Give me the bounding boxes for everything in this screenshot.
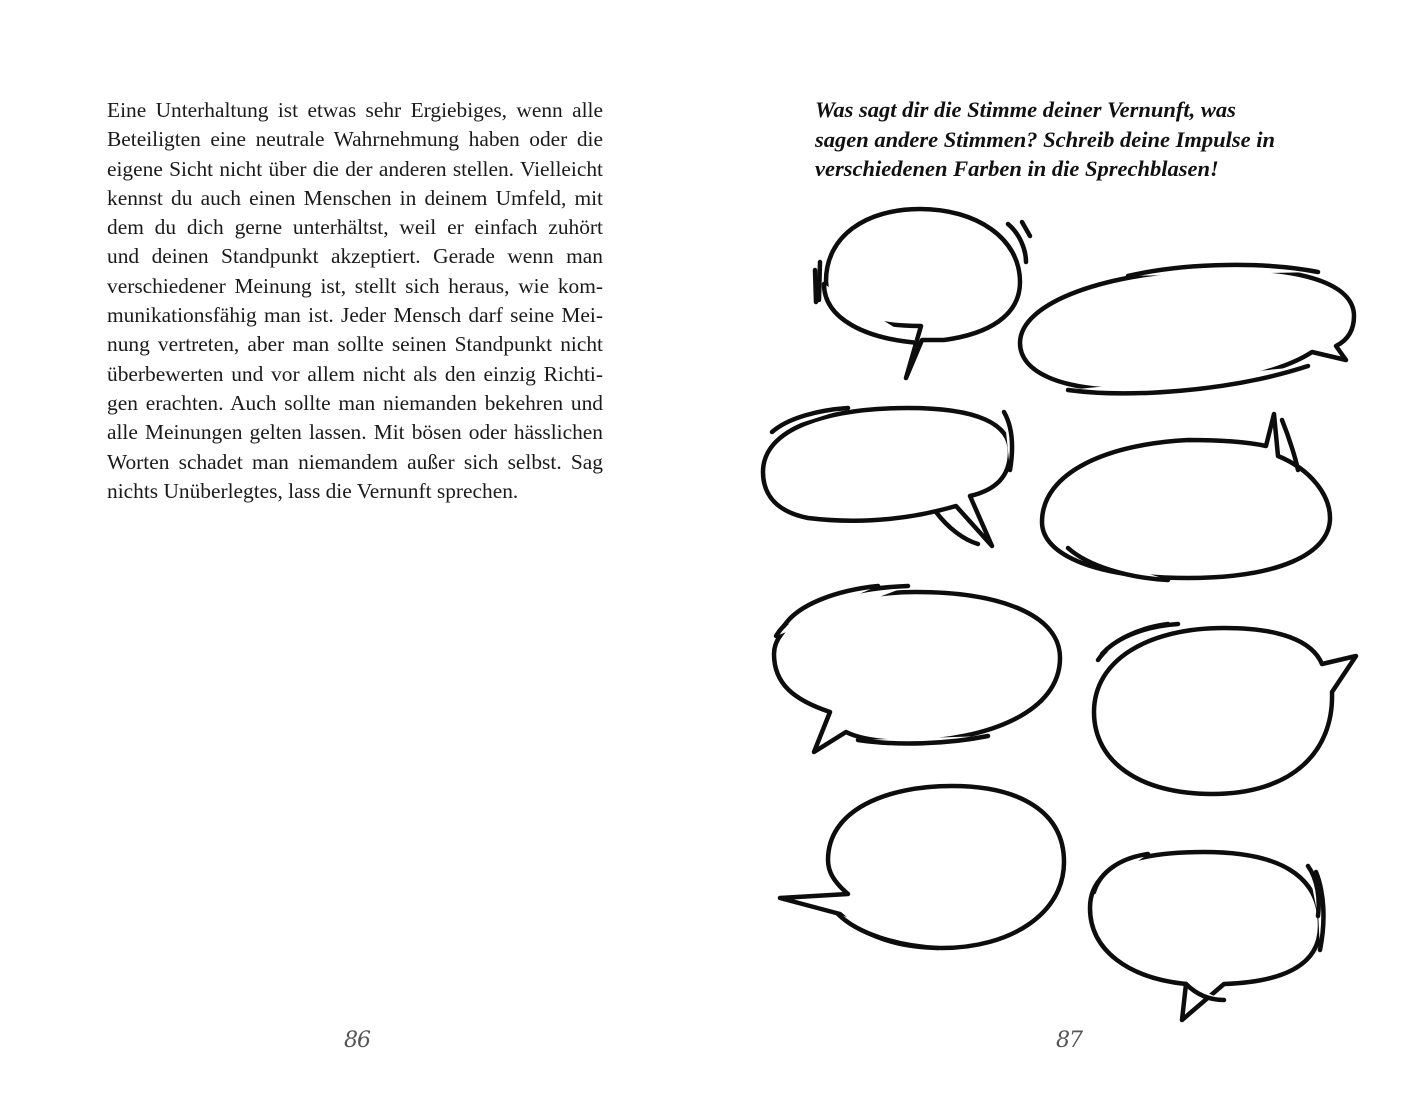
paragraph-line: überbewerten und vor allem nicht als den einzig Richti- bbox=[107, 361, 603, 386]
paragraph-line: munikationsfähig man ist. Jeder Mensch darf seine Mei- bbox=[107, 303, 603, 328]
speech-bubble[interactable] bbox=[1090, 852, 1323, 1020]
speech-bubble[interactable] bbox=[815, 209, 1030, 378]
page-number: 86 bbox=[344, 1028, 370, 1053]
paragraph-line: Eine Unterhaltung ist etwas sehr Ergiebiges, wenn alle bbox=[107, 98, 603, 122]
paragraph-line: verschiedener Meinung ist, stellt sich heraus, wie kom- bbox=[107, 273, 603, 298]
speech-bubbles-illustration bbox=[708, 0, 1417, 1104]
page-number: 87 bbox=[1056, 1028, 1082, 1053]
paragraph-line: nichts Unüberlegtes, lass die Vernunft sprechen. bbox=[107, 478, 519, 503]
left-page bbox=[0, 0, 708, 1104]
speech-bubble[interactable] bbox=[763, 408, 1012, 546]
paragraph-line: Beteiligten eine neutrale Wahrnehmung haben oder die bbox=[107, 127, 603, 152]
speech-bubble[interactable] bbox=[1094, 624, 1356, 794]
paragraph-line: Worten schadet man niemandem außer sich selbst. Sag bbox=[107, 449, 603, 474]
speech-bubble[interactable] bbox=[780, 786, 1064, 948]
speech-bubble[interactable] bbox=[1042, 414, 1330, 580]
prompt-line: sagen andere Stimmen? Schreib deine Impulse in bbox=[815, 126, 1276, 152]
speech-bubble[interactable] bbox=[774, 586, 1060, 752]
paragraph-line: gen erachten. Auch sollte man niemanden bekehren und bbox=[107, 390, 603, 415]
body-paragraph bbox=[107, 96, 603, 506]
paragraph-line: und deinen Standpunkt akzeptiert. Gerade wenn man bbox=[107, 244, 603, 269]
paragraph-line: kennst du auch einen Menschen in deinem Umfeld, mit bbox=[107, 185, 603, 210]
speech-bubble[interactable] bbox=[1020, 265, 1354, 393]
paragraph-line: dem du dich gerne unterhältst, weil er einfach zuhört bbox=[107, 215, 603, 240]
prompt-line: Was sagt dir die Stimme deiner Vernunft, was bbox=[815, 97, 1236, 122]
paragraph-line: alle Meinungen gelten lassen. Mit bösen oder hässlichen bbox=[107, 420, 603, 445]
prompt-line: verschiedenen Farben in die Sprechblasen! bbox=[815, 156, 1219, 181]
paragraph-line: eigene Sicht nicht über die der anderen stellen. Vielleicht bbox=[107, 156, 603, 181]
paragraph-line: nung vertreten, aber man sollte seinen Standpunkt nicht bbox=[107, 332, 603, 357]
right-page bbox=[708, 0, 1417, 1104]
